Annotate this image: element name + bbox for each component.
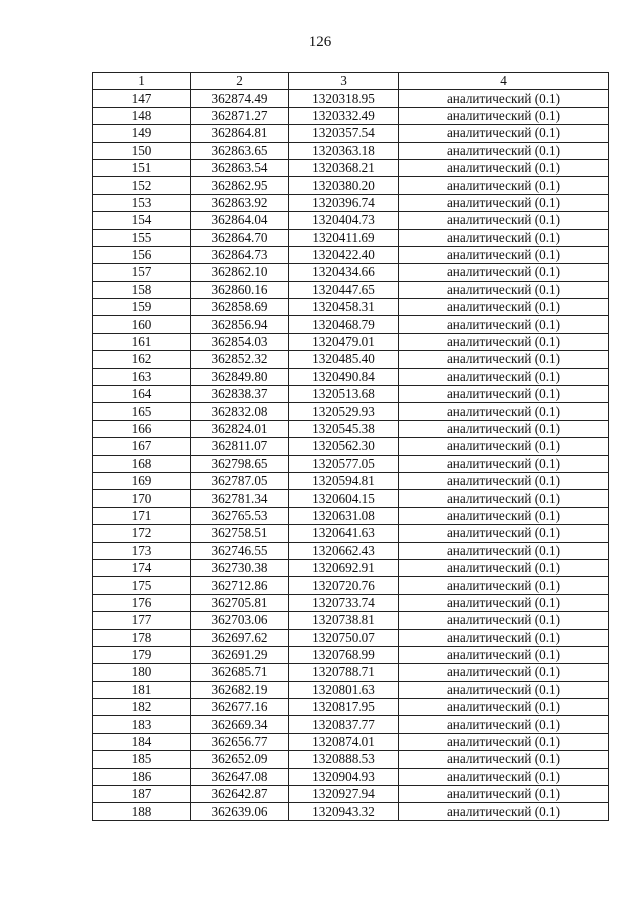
cell-point-number: 148 bbox=[93, 107, 191, 124]
cell-y-coordinate: 1320422.40 bbox=[289, 246, 399, 263]
cell-point-number: 181 bbox=[93, 681, 191, 698]
table-row bbox=[93, 594, 609, 611]
cell-point-number: 173 bbox=[93, 542, 191, 559]
cell-y-coordinate: 1320357.54 bbox=[289, 125, 399, 142]
table-body bbox=[93, 90, 609, 820]
cell-point-number: 149 bbox=[93, 125, 191, 142]
cell-point-number: 180 bbox=[93, 664, 191, 681]
cell-x-coordinate: 362669.34 bbox=[191, 716, 289, 733]
cell-method: аналитический (0.1) bbox=[399, 699, 609, 716]
cell-point-number: 175 bbox=[93, 577, 191, 594]
cell-y-coordinate: 1320368.21 bbox=[289, 159, 399, 176]
table-row bbox=[93, 629, 609, 646]
cell-point-number: 178 bbox=[93, 629, 191, 646]
cell-point-number: 184 bbox=[93, 733, 191, 750]
cell-x-coordinate: 362858.69 bbox=[191, 299, 289, 316]
cell-point-number: 168 bbox=[93, 455, 191, 472]
cell-point-number: 171 bbox=[93, 507, 191, 524]
table-row bbox=[93, 90, 609, 107]
cell-method: аналитический (0.1) bbox=[399, 368, 609, 385]
cell-y-coordinate: 1320788.71 bbox=[289, 664, 399, 681]
cell-point-number: 157 bbox=[93, 264, 191, 281]
cell-x-coordinate: 362856.94 bbox=[191, 316, 289, 333]
cell-point-number: 182 bbox=[93, 699, 191, 716]
cell-x-coordinate: 362746.55 bbox=[191, 542, 289, 559]
table-row bbox=[93, 420, 609, 437]
cell-x-coordinate: 362852.32 bbox=[191, 351, 289, 368]
cell-y-coordinate: 1320604.15 bbox=[289, 490, 399, 507]
cell-method: аналитический (0.1) bbox=[399, 107, 609, 124]
cell-y-coordinate: 1320927.94 bbox=[289, 786, 399, 803]
cell-point-number: 163 bbox=[93, 368, 191, 385]
cell-y-coordinate: 1320631.08 bbox=[289, 507, 399, 524]
cell-point-number: 147 bbox=[93, 90, 191, 107]
cell-point-number: 166 bbox=[93, 420, 191, 437]
table-row bbox=[93, 751, 609, 768]
cell-point-number: 160 bbox=[93, 316, 191, 333]
cell-x-coordinate: 362864.73 bbox=[191, 246, 289, 263]
cell-x-coordinate: 362703.06 bbox=[191, 612, 289, 629]
cell-y-coordinate: 1320577.05 bbox=[289, 455, 399, 472]
cell-x-coordinate: 362849.80 bbox=[191, 368, 289, 385]
cell-method: аналитический (0.1) bbox=[399, 751, 609, 768]
cell-y-coordinate: 1320720.76 bbox=[289, 577, 399, 594]
table-row bbox=[93, 525, 609, 542]
table-row bbox=[93, 281, 609, 298]
table-row bbox=[93, 351, 609, 368]
cell-method: аналитический (0.1) bbox=[399, 768, 609, 785]
cell-method: аналитический (0.1) bbox=[399, 299, 609, 316]
cell-y-coordinate: 1320318.95 bbox=[289, 90, 399, 107]
cell-point-number: 167 bbox=[93, 438, 191, 455]
cell-method: аналитический (0.1) bbox=[399, 159, 609, 176]
cell-point-number: 165 bbox=[93, 403, 191, 420]
cell-y-coordinate: 1320479.01 bbox=[289, 333, 399, 350]
cell-point-number: 151 bbox=[93, 159, 191, 176]
table-row bbox=[93, 125, 609, 142]
cell-x-coordinate: 362781.34 bbox=[191, 490, 289, 507]
cell-y-coordinate: 1320874.01 bbox=[289, 733, 399, 750]
cell-method: аналитический (0.1) bbox=[399, 594, 609, 611]
cell-y-coordinate: 1320513.68 bbox=[289, 386, 399, 403]
table-row bbox=[93, 264, 609, 281]
cell-x-coordinate: 362712.86 bbox=[191, 577, 289, 594]
cell-method: аналитический (0.1) bbox=[399, 281, 609, 298]
cell-point-number: 158 bbox=[93, 281, 191, 298]
cell-method: аналитический (0.1) bbox=[399, 386, 609, 403]
table-row bbox=[93, 194, 609, 211]
cell-point-number: 185 bbox=[93, 751, 191, 768]
cell-y-coordinate: 1320692.91 bbox=[289, 559, 399, 576]
table-row bbox=[93, 681, 609, 698]
cell-x-coordinate: 362798.65 bbox=[191, 455, 289, 472]
cell-x-coordinate: 362652.09 bbox=[191, 751, 289, 768]
table-row bbox=[93, 577, 609, 594]
cell-point-number: 164 bbox=[93, 386, 191, 403]
cell-method: аналитический (0.1) bbox=[399, 472, 609, 489]
cell-y-coordinate: 1320641.63 bbox=[289, 525, 399, 542]
table-row bbox=[93, 316, 609, 333]
cell-x-coordinate: 362864.70 bbox=[191, 229, 289, 246]
table-row bbox=[93, 333, 609, 350]
table-header-row bbox=[93, 73, 609, 90]
table-row bbox=[93, 559, 609, 576]
cell-method: аналитический (0.1) bbox=[399, 142, 609, 159]
cell-x-coordinate: 362863.92 bbox=[191, 194, 289, 211]
cell-method: аналитический (0.1) bbox=[399, 420, 609, 437]
table-row bbox=[93, 107, 609, 124]
cell-x-coordinate: 362871.27 bbox=[191, 107, 289, 124]
cell-y-coordinate: 1320458.31 bbox=[289, 299, 399, 316]
cell-method: аналитический (0.1) bbox=[399, 542, 609, 559]
table-row bbox=[93, 246, 609, 263]
cell-x-coordinate: 362864.81 bbox=[191, 125, 289, 142]
cell-x-coordinate: 362730.38 bbox=[191, 559, 289, 576]
cell-y-coordinate: 1320768.99 bbox=[289, 646, 399, 663]
cell-y-coordinate: 1320404.73 bbox=[289, 212, 399, 229]
cell-method: аналитический (0.1) bbox=[399, 803, 609, 820]
table-row bbox=[93, 368, 609, 385]
cell-method: аналитический (0.1) bbox=[399, 612, 609, 629]
cell-y-coordinate: 1320380.20 bbox=[289, 177, 399, 194]
cell-y-coordinate: 1320888.53 bbox=[289, 751, 399, 768]
cell-x-coordinate: 362758.51 bbox=[191, 525, 289, 542]
cell-y-coordinate: 1320837.77 bbox=[289, 716, 399, 733]
cell-x-coordinate: 362874.49 bbox=[191, 90, 289, 107]
cell-method: аналитический (0.1) bbox=[399, 629, 609, 646]
cell-method: аналитический (0.1) bbox=[399, 733, 609, 750]
table-row bbox=[93, 386, 609, 403]
cell-method: аналитический (0.1) bbox=[399, 90, 609, 107]
column-header-x: 2 bbox=[191, 73, 289, 90]
cell-y-coordinate: 1320411.69 bbox=[289, 229, 399, 246]
table-row bbox=[93, 177, 609, 194]
cell-y-coordinate: 1320904.93 bbox=[289, 768, 399, 785]
cell-point-number: 162 bbox=[93, 351, 191, 368]
cell-point-number: 169 bbox=[93, 472, 191, 489]
cell-point-number: 159 bbox=[93, 299, 191, 316]
cell-method: аналитический (0.1) bbox=[399, 559, 609, 576]
cell-y-coordinate: 1320332.49 bbox=[289, 107, 399, 124]
cell-point-number: 188 bbox=[93, 803, 191, 820]
cell-method: аналитический (0.1) bbox=[399, 316, 609, 333]
cell-x-coordinate: 362811.07 bbox=[191, 438, 289, 455]
cell-method: аналитический (0.1) bbox=[399, 229, 609, 246]
cell-method: аналитический (0.1) bbox=[399, 212, 609, 229]
cell-x-coordinate: 362656.77 bbox=[191, 733, 289, 750]
cell-y-coordinate: 1320529.93 bbox=[289, 403, 399, 420]
cell-point-number: 150 bbox=[93, 142, 191, 159]
table-row bbox=[93, 612, 609, 629]
cell-method: аналитический (0.1) bbox=[399, 716, 609, 733]
table-row bbox=[93, 229, 609, 246]
cell-method: аналитический (0.1) bbox=[399, 333, 609, 350]
cell-x-coordinate: 362685.71 bbox=[191, 664, 289, 681]
cell-x-coordinate: 362677.16 bbox=[191, 699, 289, 716]
column-header-y: 3 bbox=[289, 73, 399, 90]
cell-x-coordinate: 362705.81 bbox=[191, 594, 289, 611]
cell-point-number: 152 bbox=[93, 177, 191, 194]
cell-point-number: 187 bbox=[93, 786, 191, 803]
table-row bbox=[93, 768, 609, 785]
cell-x-coordinate: 362854.03 bbox=[191, 333, 289, 350]
cell-x-coordinate: 362639.06 bbox=[191, 803, 289, 820]
cell-method: аналитический (0.1) bbox=[399, 264, 609, 281]
cell-method: аналитический (0.1) bbox=[399, 646, 609, 663]
cell-method: аналитический (0.1) bbox=[399, 351, 609, 368]
cell-point-number: 154 bbox=[93, 212, 191, 229]
cell-x-coordinate: 362838.37 bbox=[191, 386, 289, 403]
cell-method: аналитический (0.1) bbox=[399, 525, 609, 542]
table-row bbox=[93, 699, 609, 716]
cell-y-coordinate: 1320396.74 bbox=[289, 194, 399, 211]
cell-y-coordinate: 1320738.81 bbox=[289, 612, 399, 629]
table-row bbox=[93, 646, 609, 663]
cell-point-number: 156 bbox=[93, 246, 191, 263]
cell-x-coordinate: 362824.01 bbox=[191, 420, 289, 437]
cell-x-coordinate: 362862.95 bbox=[191, 177, 289, 194]
cell-method: аналитический (0.1) bbox=[399, 177, 609, 194]
table-row bbox=[93, 299, 609, 316]
cell-y-coordinate: 1320562.30 bbox=[289, 438, 399, 455]
cell-method: аналитический (0.1) bbox=[399, 438, 609, 455]
cell-x-coordinate: 362787.05 bbox=[191, 472, 289, 489]
table-row bbox=[93, 455, 609, 472]
table-row bbox=[93, 733, 609, 750]
table-row bbox=[93, 142, 609, 159]
cell-y-coordinate: 1320545.38 bbox=[289, 420, 399, 437]
cell-method: аналитический (0.1) bbox=[399, 507, 609, 524]
cell-y-coordinate: 1320485.40 bbox=[289, 351, 399, 368]
cell-method: аналитический (0.1) bbox=[399, 490, 609, 507]
page-number: 126 bbox=[308, 34, 332, 50]
cell-y-coordinate: 1320434.66 bbox=[289, 264, 399, 281]
cell-method: аналитический (0.1) bbox=[399, 403, 609, 420]
cell-x-coordinate: 362765.53 bbox=[191, 507, 289, 524]
cell-y-coordinate: 1320733.74 bbox=[289, 594, 399, 611]
cell-y-coordinate: 1320490.84 bbox=[289, 368, 399, 385]
table-row bbox=[93, 716, 609, 733]
cell-y-coordinate: 1320447.65 bbox=[289, 281, 399, 298]
cell-y-coordinate: 1320801.63 bbox=[289, 681, 399, 698]
cell-y-coordinate: 1320943.32 bbox=[289, 803, 399, 820]
cell-y-coordinate: 1320363.18 bbox=[289, 142, 399, 159]
cell-y-coordinate: 1320750.07 bbox=[289, 629, 399, 646]
table-row bbox=[93, 490, 609, 507]
table-row bbox=[93, 542, 609, 559]
cell-y-coordinate: 1320468.79 bbox=[289, 316, 399, 333]
cell-y-coordinate: 1320817.95 bbox=[289, 699, 399, 716]
cell-point-number: 183 bbox=[93, 716, 191, 733]
cell-x-coordinate: 362832.08 bbox=[191, 403, 289, 420]
cell-point-number: 174 bbox=[93, 559, 191, 576]
cell-x-coordinate: 362863.54 bbox=[191, 159, 289, 176]
cell-x-coordinate: 362697.62 bbox=[191, 629, 289, 646]
column-header-method: 4 bbox=[399, 73, 609, 90]
cell-method: аналитический (0.1) bbox=[399, 664, 609, 681]
table-row bbox=[93, 403, 609, 420]
cell-x-coordinate: 362863.65 bbox=[191, 142, 289, 159]
cell-x-coordinate: 362691.29 bbox=[191, 646, 289, 663]
cell-point-number: 170 bbox=[93, 490, 191, 507]
table-row bbox=[93, 159, 609, 176]
cell-point-number: 176 bbox=[93, 594, 191, 611]
column-header-point-number: 1 bbox=[93, 73, 191, 90]
cell-method: аналитический (0.1) bbox=[399, 786, 609, 803]
table-row bbox=[93, 803, 609, 820]
coordinates-table bbox=[92, 72, 609, 821]
cell-x-coordinate: 362860.16 bbox=[191, 281, 289, 298]
cell-y-coordinate: 1320662.43 bbox=[289, 542, 399, 559]
table-row bbox=[93, 786, 609, 803]
cell-x-coordinate: 362864.04 bbox=[191, 212, 289, 229]
cell-point-number: 179 bbox=[93, 646, 191, 663]
cell-x-coordinate: 362682.19 bbox=[191, 681, 289, 698]
cell-x-coordinate: 362862.10 bbox=[191, 264, 289, 281]
cell-method: аналитический (0.1) bbox=[399, 455, 609, 472]
table-row bbox=[93, 212, 609, 229]
cell-point-number: 177 bbox=[93, 612, 191, 629]
cell-x-coordinate: 362642.87 bbox=[191, 786, 289, 803]
cell-point-number: 161 bbox=[93, 333, 191, 350]
cell-method: аналитический (0.1) bbox=[399, 681, 609, 698]
cell-y-coordinate: 1320594.81 bbox=[289, 472, 399, 489]
cell-method: аналитический (0.1) bbox=[399, 577, 609, 594]
table-row bbox=[93, 438, 609, 455]
cell-point-number: 172 bbox=[93, 525, 191, 542]
cell-point-number: 186 bbox=[93, 768, 191, 785]
cell-method: аналитический (0.1) bbox=[399, 246, 609, 263]
cell-point-number: 155 bbox=[93, 229, 191, 246]
table-row bbox=[93, 472, 609, 489]
table-row bbox=[93, 507, 609, 524]
cell-point-number: 153 bbox=[93, 194, 191, 211]
cell-method: аналитический (0.1) bbox=[399, 194, 609, 211]
cell-x-coordinate: 362647.08 bbox=[191, 768, 289, 785]
table-row bbox=[93, 664, 609, 681]
cell-method: аналитический (0.1) bbox=[399, 125, 609, 142]
